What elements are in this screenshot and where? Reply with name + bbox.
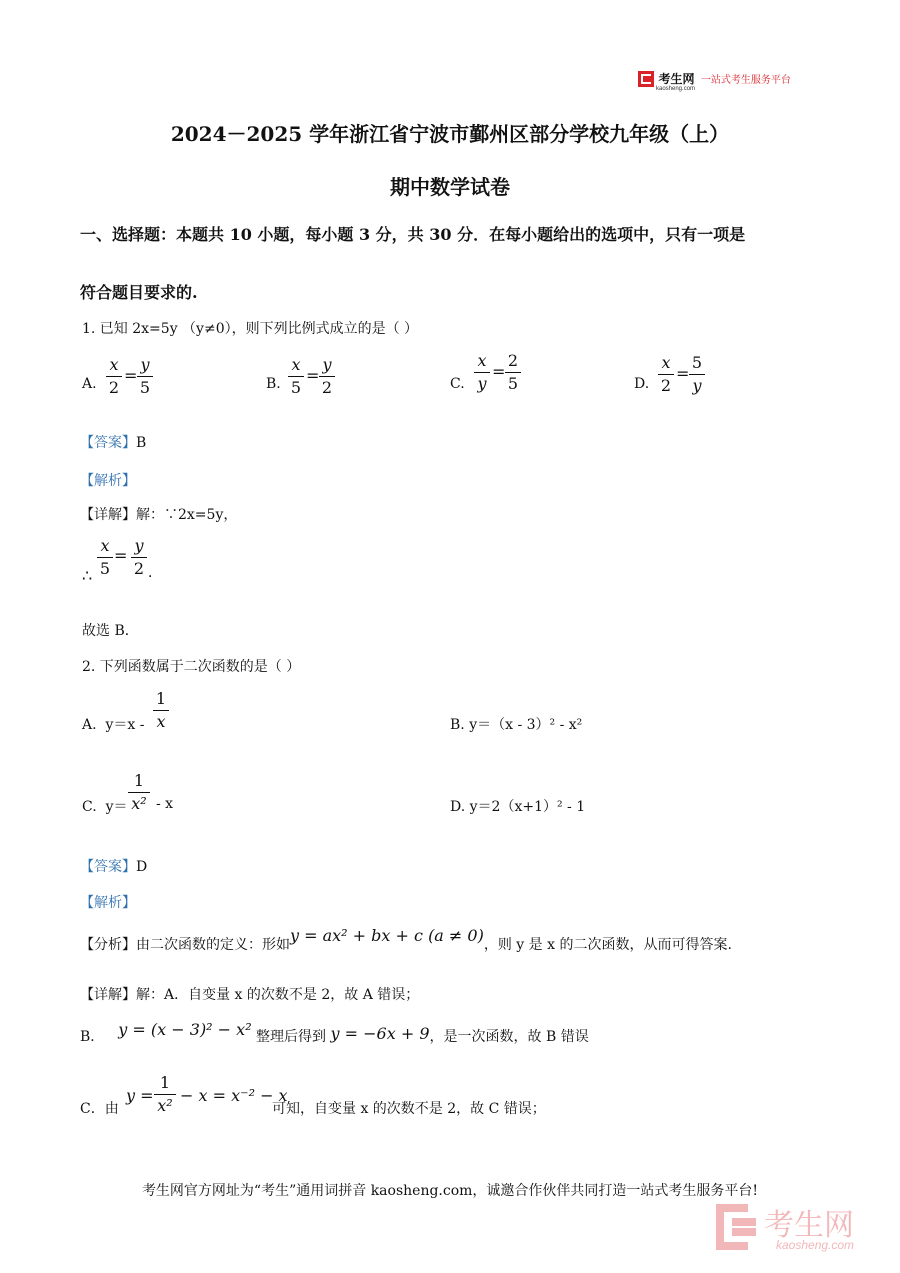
denominator: x²: [157, 1096, 173, 1115]
q2-detail-b: [80, 1020, 589, 1046]
numerator: x: [477, 351, 487, 370]
fenxi-formula: y = ax² + bx + c (a ≠ 0): [290, 926, 484, 945]
answer-value: B: [136, 435, 147, 451]
denominator: 2: [321, 378, 333, 397]
watermark-logo-icon: [716, 1204, 756, 1250]
fraction: [97, 537, 113, 578]
q1-analysis-tag: 【解析】: [80, 473, 136, 489]
detail-c-formula-pre: y =: [126, 1086, 154, 1105]
numerator: 1: [133, 771, 145, 790]
q2-detail-c-label: C．由: [80, 1101, 119, 1117]
q2-option-a-expr: y＝x -: [105, 717, 145, 733]
fraction: [288, 356, 304, 397]
header-slogan: 一站式考生服务平台: [700, 75, 791, 86]
numerator: 1: [159, 1073, 171, 1092]
detail-text: 解：∵2x=5y，: [136, 507, 238, 523]
numerator: 2: [507, 351, 519, 370]
detail-c-formula-post: − x = x⁻² − x: [180, 1086, 288, 1105]
detail-c-text: 可知，自变量 x 的次数不是 2，故 C 错误；: [272, 1101, 546, 1117]
q1-option-d-label: D.: [634, 376, 650, 392]
detail-tag: 【详解】: [80, 987, 136, 1003]
detail-a-text: 解：A．自变量 x 的次数不是 2，故 A 错误；: [136, 987, 420, 1003]
q2-stem: 2. 下列函数属于二次函数的是（ ）: [82, 659, 301, 675]
watermark-url: kaosheng.com: [776, 1238, 855, 1252]
denominator: 5: [507, 374, 519, 393]
answer-tag: 【答案】: [80, 859, 136, 875]
fenxi-tag: 【分析】: [80, 937, 136, 953]
fenxi-conclusion: ，则 y 是 x 的二次函数，从而可得答案.: [483, 937, 732, 953]
q1-option-a-label: A.: [82, 376, 97, 392]
section-heading-cont: 符合题目要求的.: [80, 283, 198, 302]
q2-detail-a: [80, 984, 419, 1004]
fraction: [505, 352, 521, 393]
q2-option-c-tail: - x: [156, 796, 174, 812]
answer-tag: 【答案】: [80, 435, 136, 451]
q2-option-c-expr: y＝: [105, 799, 128, 815]
q2-analysis-tag: 【解析】: [80, 895, 136, 911]
numerator: x: [661, 353, 671, 372]
detail-b-label: B．: [80, 1029, 105, 1045]
fraction: [474, 352, 490, 393]
numerator: y: [140, 355, 150, 374]
header-brand: 考生网: [658, 72, 695, 86]
q2-option-a: [82, 714, 144, 734]
denominator: 2: [133, 559, 145, 578]
q1-option-c-label: C.: [450, 376, 465, 392]
denominator: x²: [131, 794, 147, 813]
fraction: [319, 356, 335, 397]
numerator: y: [134, 536, 144, 555]
denominator: 5: [290, 378, 302, 397]
numerator: 5: [691, 353, 703, 372]
q2-option-a-label: A.: [82, 717, 97, 733]
section-heading: 一、选择题：本题共 10 小题，每小题 3 分，共 30 分．在每小题给出的选项中，只有一项是: [80, 225, 746, 244]
fraction: [153, 690, 169, 731]
numerator: 1: [155, 689, 167, 708]
denominator: y: [477, 374, 487, 393]
numerator: x: [291, 355, 301, 374]
watermark-brand: 考生网: [764, 1209, 854, 1242]
therefore-symbol: ∴: [82, 566, 93, 585]
numerator: x: [100, 536, 110, 555]
fraction: [689, 354, 705, 395]
q2-option-b: B. y＝（x - 3）² - x²: [450, 717, 583, 733]
q2-option-d: D. y＝2（x+1）² - 1: [450, 799, 586, 815]
footer-note: 考生网官方网址为“考生”通用词拼音 kaosheng.com，诚邀合作伙伴共同打造一站式考生服务平台!: [141, 1183, 759, 1199]
q1-answer: [80, 432, 146, 452]
page-title: 2024－2025 学年浙江省宁波市鄞州区部分学校九年级（上）: [170, 122, 730, 146]
q1-detail: [80, 504, 237, 524]
fraction: [106, 356, 122, 397]
conclusion-end: ．: [148, 565, 162, 581]
watermark: [716, 1200, 886, 1260]
detail-b-text: ，是一次函数，故 B 错误: [429, 1029, 589, 1045]
denominator: x: [156, 712, 166, 731]
fraction: [128, 772, 150, 813]
kaosheng-logo-icon: [638, 71, 654, 87]
denominator: 5: [139, 378, 151, 397]
denominator: y: [692, 376, 702, 395]
q1-choose: 故选 B．: [82, 623, 139, 639]
q2-answer: [80, 856, 147, 876]
fraction: [658, 354, 674, 395]
denominator: 2: [660, 376, 672, 395]
detail-tag: 【详解】: [80, 507, 136, 523]
q1-stem: 1. 已知 2x=5y （y≠0），则下列比例式成立的是（ ）: [82, 321, 419, 337]
q1-option-b-label: B.: [266, 376, 281, 392]
fraction: [131, 537, 147, 578]
q2-option-c-label: C.: [82, 799, 97, 815]
denominator: 2: [108, 378, 120, 397]
answer-value: D: [136, 859, 148, 875]
detail-b-mid: 整理后得到: [251, 1029, 331, 1045]
fenxi-text: 由二次函数的定义：形如: [136, 937, 290, 953]
denominator: 5: [99, 559, 111, 578]
numerator: y: [322, 355, 332, 374]
detail-b-formula: y = (x − 3)² − x²: [118, 1020, 252, 1039]
fraction: [137, 356, 153, 397]
numerator: x: [109, 355, 119, 374]
detail-b-formula2: y = −6x + 9: [330, 1024, 430, 1043]
page-subtitle: 期中数学试卷: [390, 175, 510, 199]
header-url: kaosheng.com: [656, 86, 696, 92]
q2-fenxi: [80, 926, 732, 954]
fraction: [154, 1074, 176, 1115]
q2-option-c: [82, 796, 128, 816]
